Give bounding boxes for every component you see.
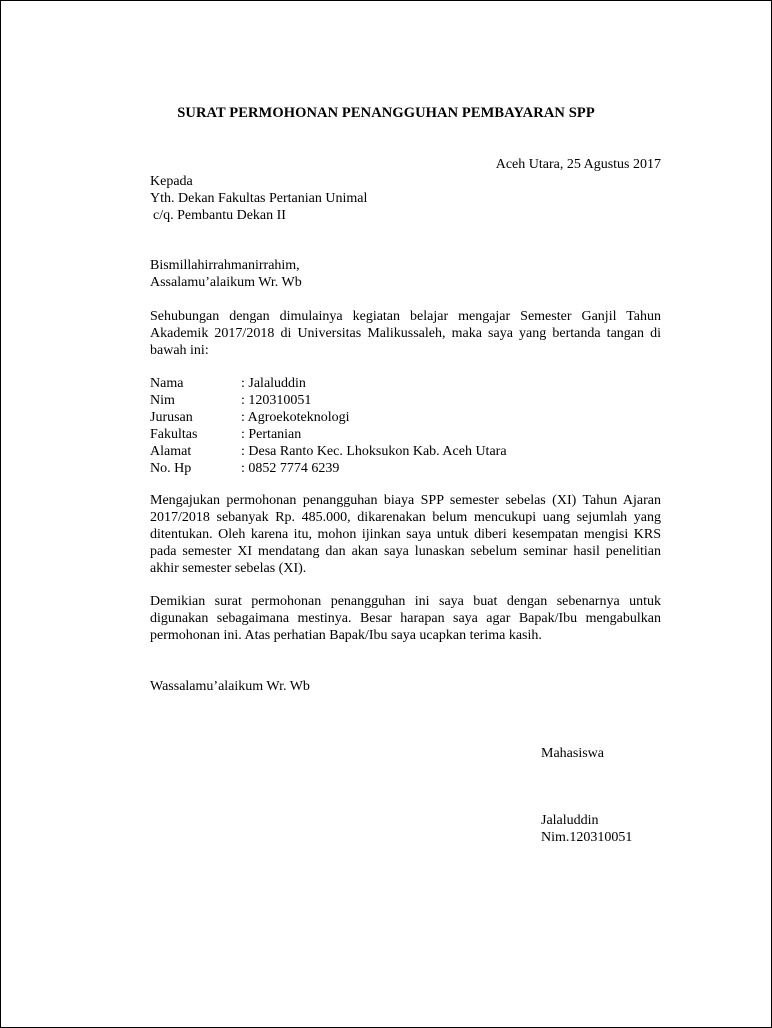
identity-value: : 120310051 bbox=[241, 393, 312, 408]
identity-value: : 0852 7774 6239 bbox=[241, 461, 340, 476]
identity-table bbox=[150, 375, 661, 477]
closing-paragraph: Demikian surat permohonan penangguhan ini saya buat dengan sebenarnya untuk digunakan sebagaimana mestinya. Besar harapan saya agar Bapak/Ibu mengabulkan permohonan ini. Atas perhatian Bapak/Ibu saya ucapkan terima kasih. bbox=[150, 594, 661, 643]
identity-row-jurusan bbox=[150, 409, 661, 426]
signature-role: Mahasiswa bbox=[541, 746, 604, 761]
signature-block bbox=[541, 812, 632, 846]
identity-row-alamat bbox=[150, 443, 661, 460]
recipient-block bbox=[150, 173, 661, 224]
identity-row-fakultas bbox=[150, 426, 661, 443]
opening-line-1: Bismillahirrahmanirrahim, bbox=[150, 258, 300, 273]
identity-value: : Desa Ranto Kec. Lhoksukon Kab. Aceh Utara bbox=[241, 444, 507, 459]
opening-line-2: Assalamu’alaikum Wr. Wb bbox=[150, 275, 302, 290]
identity-label: Fakultas bbox=[150, 427, 198, 442]
request-paragraph: Mengajukan permohonan penangguhan biaya SPP semester sebelas (XI) Tahun Ajaran 2017/2018 sebanyak Rp. 485.000, dikarenakan belum mencukupi uang sejumlah yang ditentukan. Oleh karena itu, mohon ijinkan saya untuk diberi kesempatan mengisi KRS pada semester XI mendatang dan akan saya lunaskan sebelum seminar hasil penelitian akhir semester sebelas (XI). bbox=[150, 493, 661, 576]
recipient-to: Kepada bbox=[150, 174, 193, 189]
identity-label: Nama bbox=[150, 376, 184, 391]
identity-row-nim bbox=[150, 392, 661, 409]
identity-label: Jurusan bbox=[150, 410, 193, 425]
place-date: Aceh Utara, 25 Agustus 2017 bbox=[495, 157, 661, 172]
identity-value: : Pertanian bbox=[241, 427, 302, 442]
identity-label: Alamat bbox=[150, 444, 192, 459]
identity-value: : Agroekoteknologi bbox=[241, 410, 350, 425]
letter-title: SURAT PERMOHONAN PENANGGUHAN PEMBAYARAN SPP bbox=[177, 105, 595, 121]
intro-paragraph: Sehubungan dengan dimulainya kegiatan belajar mengajar Semester Ganjil Tahun Akademik 2017/2018 di Universitas Malikussaleh, maka saya yang bertanda tangan di bawah ini: bbox=[150, 309, 661, 358]
recipient-line-2: c/q. Pembantu Dekan II bbox=[153, 208, 286, 223]
identity-label: No. Hp bbox=[150, 461, 192, 476]
identity-value: : Jalaluddin bbox=[241, 376, 306, 391]
identity-label: Nim bbox=[150, 393, 175, 408]
identity-row-no-hp bbox=[150, 460, 661, 477]
signature-nim: Nim.120310051 bbox=[541, 830, 633, 845]
recipient-line-1: Yth. Dekan Fakultas Pertanian Unimal bbox=[150, 191, 368, 206]
opening-block bbox=[150, 257, 661, 291]
signature-name: Jalaluddin bbox=[541, 813, 599, 828]
farewell: Wassalamu’alaikum Wr. Wb bbox=[150, 679, 310, 694]
identity-row-nama bbox=[150, 375, 661, 392]
